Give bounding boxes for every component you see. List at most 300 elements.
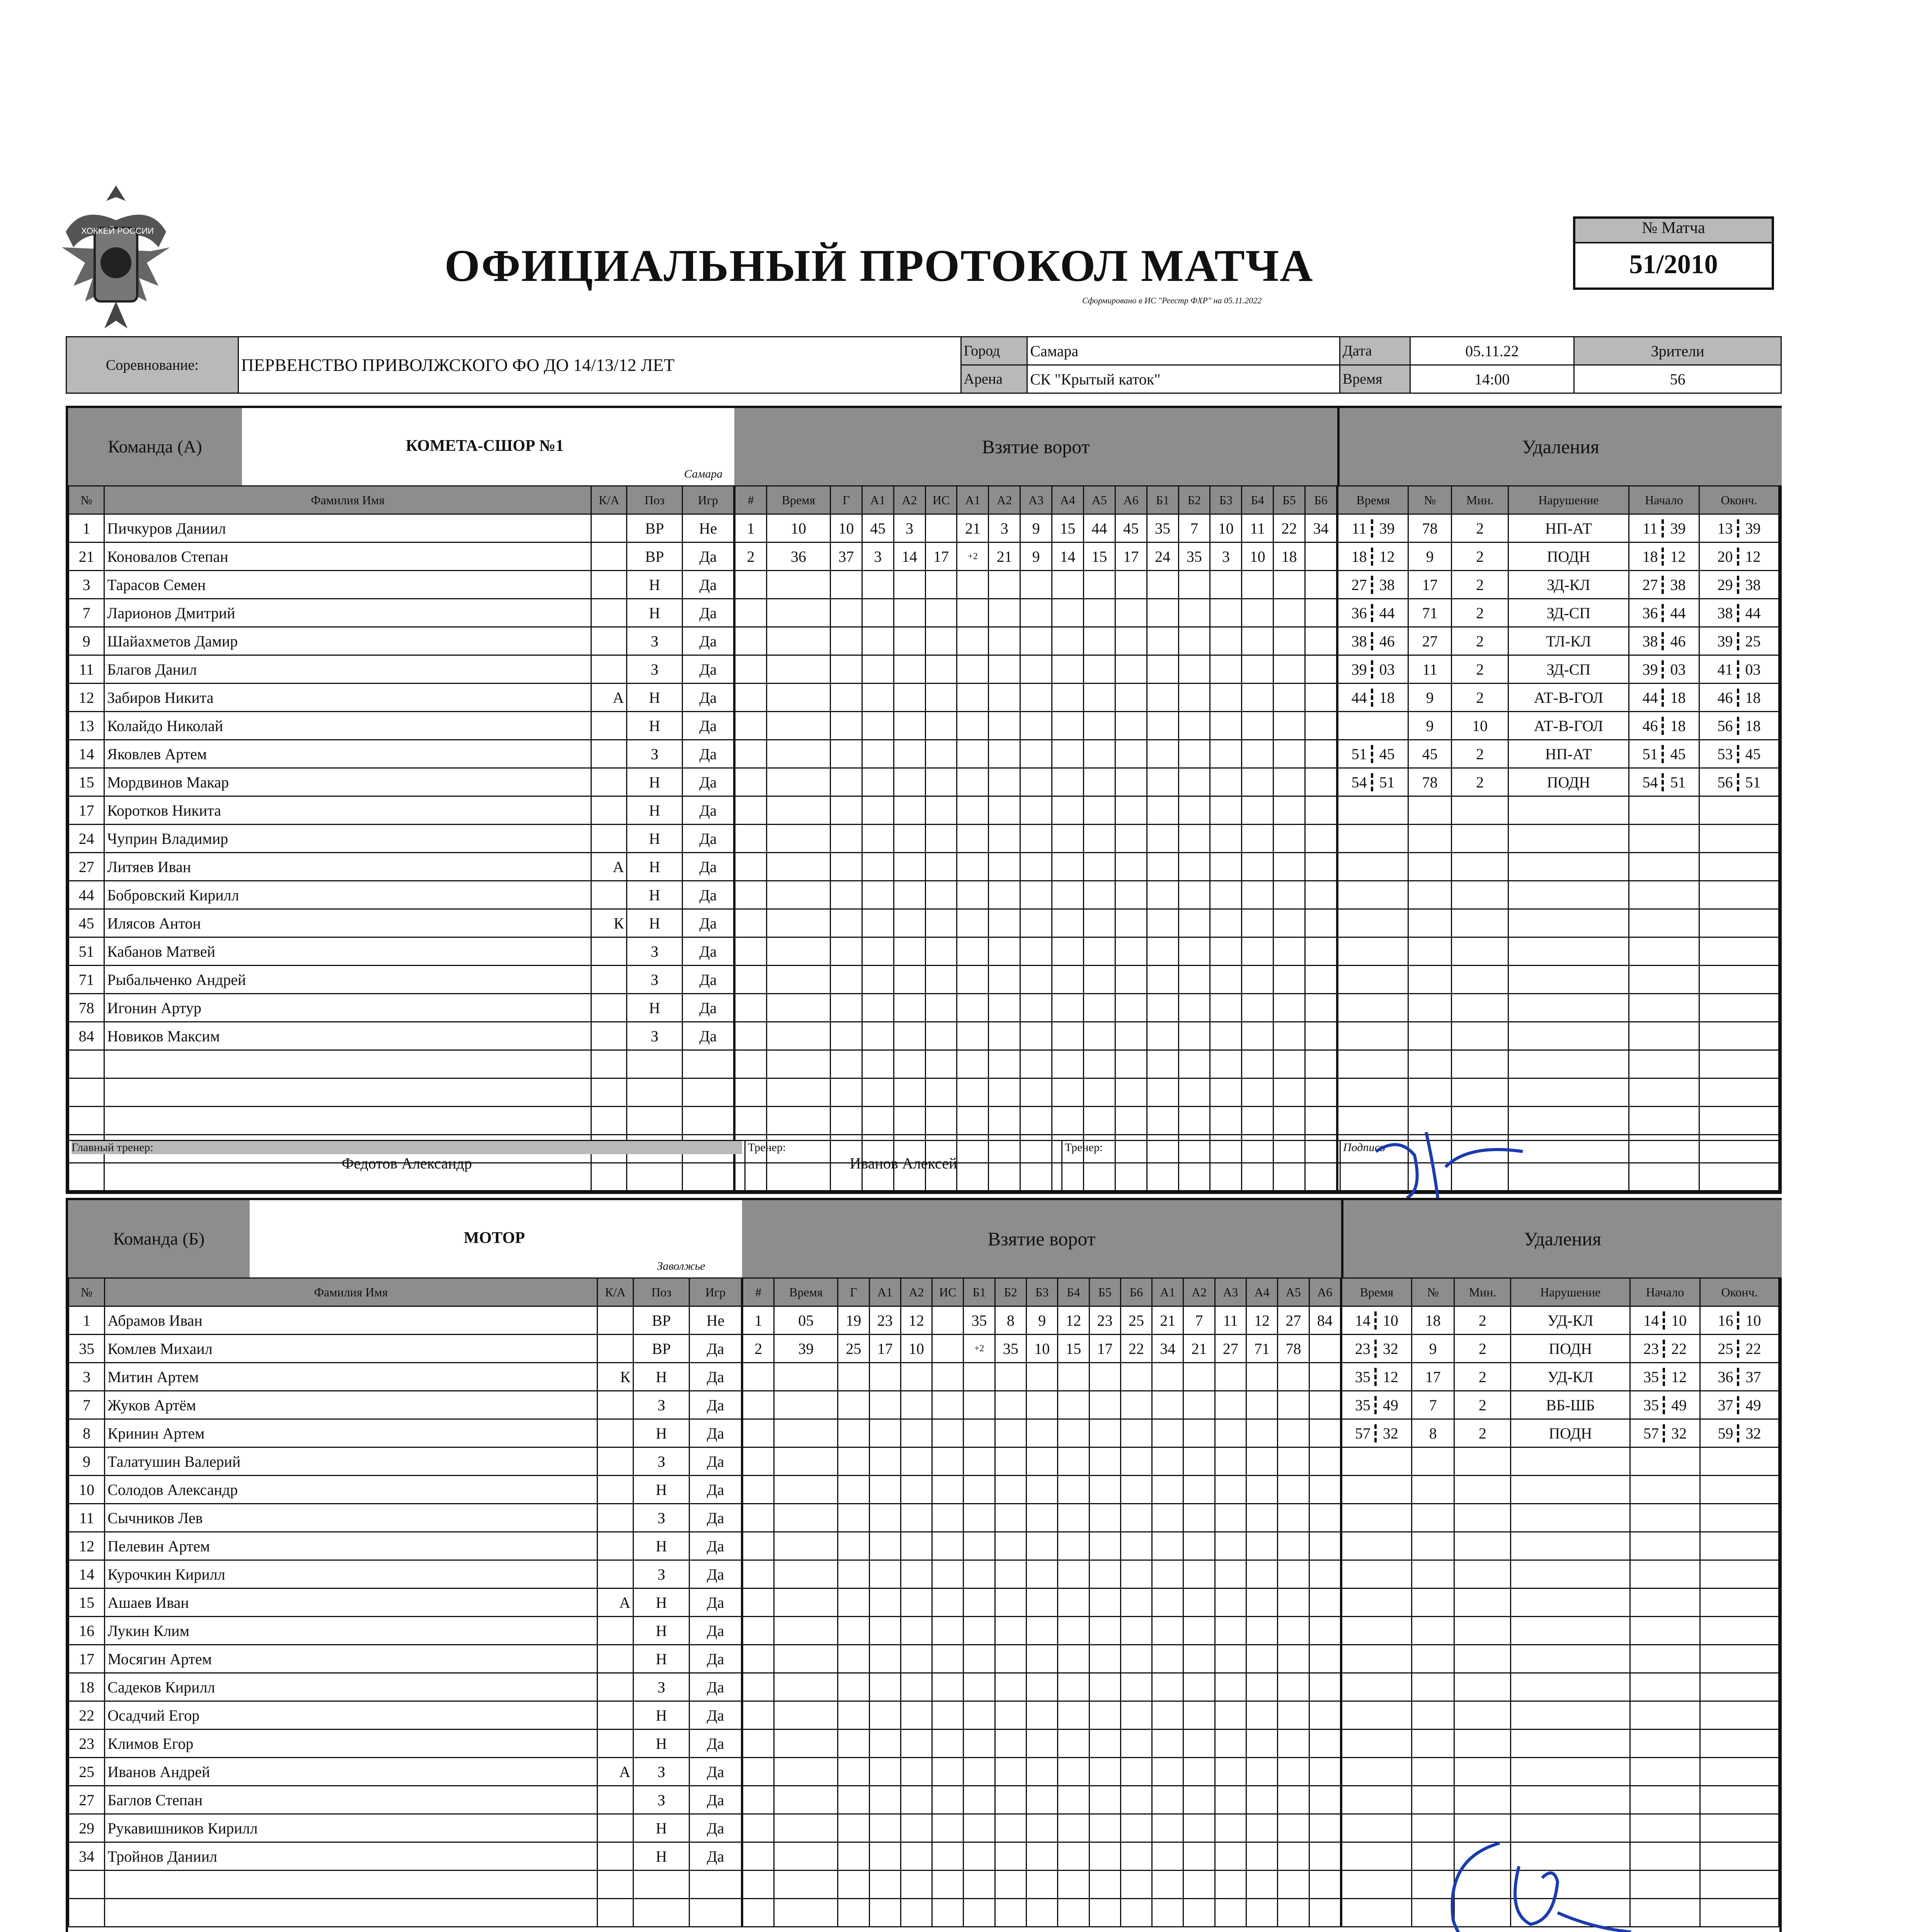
penalty-start	[1629, 599, 1699, 627]
empty-cell	[838, 1588, 869, 1617]
goal-col-header: Б5	[1089, 1278, 1120, 1306]
empty-cell	[1089, 1701, 1120, 1730]
penalty-end	[1700, 1701, 1779, 1730]
penalty-value: 27	[1348, 576, 1373, 594]
goal-row	[743, 1645, 1341, 1673]
goal-cell: 15	[1058, 1335, 1089, 1363]
empty-cell	[894, 684, 925, 712]
penalty-player	[1408, 825, 1452, 853]
penalty-time	[1342, 1899, 1412, 1927]
player-played: Да	[690, 1842, 742, 1871]
penalty-player	[1408, 712, 1452, 740]
empty-cell	[1058, 1645, 1089, 1673]
empty-cell	[894, 1022, 925, 1050]
player-number: 44	[69, 881, 104, 909]
empty-cell	[1278, 1476, 1309, 1504]
penalty-start	[1630, 1504, 1700, 1532]
penalty-player	[1411, 1419, 1454, 1447]
penalty-time	[1338, 627, 1408, 655]
empty-cell	[964, 1419, 995, 1447]
empty-cell	[1147, 994, 1178, 1022]
goal-row	[743, 1306, 1341, 1335]
empty-cell	[1020, 937, 1052, 966]
player-played: Да	[690, 1560, 742, 1588]
player-name: Тройнов Даниил	[105, 1842, 598, 1871]
empty-cell	[774, 1447, 838, 1476]
empty-cell	[1242, 627, 1273, 655]
empty-cell	[1246, 1476, 1277, 1504]
empty-cell	[964, 1673, 995, 1701]
penalty-value: 11	[1638, 519, 1664, 537]
empty-cell	[964, 1532, 995, 1560]
penalty-minutes	[1454, 1588, 1511, 1617]
penalty-violation	[1511, 1447, 1630, 1476]
goal-row	[743, 1701, 1341, 1730]
page-title: ОФИЦИАЛЬНЫЙ ПРОТОКОЛ МАТЧА	[444, 240, 1314, 291]
empty-cell	[1183, 1842, 1215, 1871]
empty-cell	[1089, 1617, 1120, 1645]
penalty-minutes	[1452, 655, 1508, 684]
empty-cell	[1305, 571, 1337, 599]
empty-cell	[1052, 1107, 1084, 1135]
player-role	[597, 1730, 633, 1758]
penalty-minutes	[1454, 1306, 1511, 1335]
penalty-start	[1630, 1391, 1700, 1419]
penalty-value: 9	[1426, 717, 1434, 735]
empty-cell	[1120, 1391, 1152, 1419]
empty-cell	[1215, 1645, 1246, 1673]
empty-cell	[743, 1504, 774, 1532]
player-position: Н	[627, 684, 682, 712]
penalty-start	[1630, 1730, 1700, 1758]
penalty-value: 03	[1379, 660, 1395, 678]
penalty-player	[1408, 1022, 1452, 1050]
empty-cell	[1020, 881, 1052, 909]
penalty-violation	[1508, 966, 1629, 994]
player-role	[591, 825, 627, 853]
penalty-violation	[1511, 1504, 1630, 1532]
penalty-start	[1629, 768, 1699, 796]
penalty-row	[1342, 1419, 1779, 1447]
empty-cell	[830, 712, 862, 740]
goal-cell: 25	[838, 1335, 869, 1363]
empty-cell	[766, 684, 830, 712]
penalty-row	[1338, 627, 1779, 655]
empty-cell	[1178, 1078, 1210, 1107]
penalty-start	[1629, 1050, 1699, 1078]
player-played: Да	[682, 909, 734, 937]
penalty-start	[1630, 1645, 1700, 1673]
goal-cell: 17	[1089, 1335, 1120, 1363]
penalty-minutes	[1454, 1335, 1511, 1363]
player-position: Н	[627, 768, 682, 796]
empty-cell	[894, 1078, 925, 1107]
empty-cell	[838, 1419, 869, 1447]
empty-cell	[1115, 684, 1147, 712]
player-position: З	[627, 627, 682, 655]
penalty-violation	[1508, 994, 1629, 1022]
penalty-value: ВБ-ШБ	[1546, 1396, 1595, 1414]
penalty-violation	[1511, 1306, 1630, 1335]
player-played: Да	[682, 994, 734, 1022]
penalty-player	[1411, 1786, 1454, 1814]
empty-cell	[830, 1022, 862, 1050]
player-position: Н	[633, 1532, 690, 1560]
empty-cell	[1152, 1532, 1183, 1560]
player-name: Мосягин Артем	[105, 1645, 598, 1673]
empty-cell	[964, 1871, 995, 1899]
penalty-value: 44	[1348, 689, 1373, 707]
player-played: Да	[682, 543, 734, 571]
empty-cell	[743, 1363, 774, 1391]
player-name: Талатушин Валерий	[105, 1447, 598, 1476]
empty-cell	[743, 1560, 774, 1588]
empty-cell	[1246, 1899, 1277, 1927]
empty-cell	[1210, 571, 1242, 599]
player-role	[591, 627, 627, 655]
empty-cell	[1278, 1814, 1309, 1842]
empty-cell	[838, 1871, 869, 1899]
penalty-time	[1342, 1306, 1412, 1335]
player-played: Да	[690, 1645, 742, 1673]
empty-cell	[838, 1701, 869, 1730]
empty-cell	[989, 768, 1020, 796]
player-played: Да	[690, 1391, 742, 1419]
player-role	[597, 1673, 633, 1701]
goal-col-header: Б2	[995, 1278, 1026, 1306]
goal-col-header: Г	[830, 486, 862, 514]
empty-cell	[1147, 1107, 1178, 1135]
penalty-row	[1342, 1335, 1779, 1363]
empty-cell	[1058, 1419, 1089, 1447]
empty-cell	[1052, 655, 1084, 684]
penalty-violation	[1508, 514, 1629, 543]
empty-cell	[682, 1107, 734, 1135]
empty-cell	[1083, 966, 1115, 994]
empty-cell	[1309, 1645, 1341, 1673]
empty-cell	[1058, 1447, 1089, 1476]
empty-cell	[1305, 1107, 1337, 1135]
empty-cell	[901, 1814, 932, 1842]
penalty-value: 25	[1714, 1340, 1739, 1358]
empty-cell	[735, 796, 767, 825]
penalty-row	[1338, 684, 1779, 712]
goal-cell: 27	[1278, 1306, 1309, 1335]
empty-cell	[1178, 909, 1210, 937]
empty-cell	[869, 1645, 901, 1673]
empty-cell	[869, 1673, 901, 1701]
penalty-row	[1338, 1050, 1779, 1078]
empty-cell	[1120, 1560, 1152, 1588]
penalty-row	[1338, 966, 1779, 994]
team-a-coach: Федотов Александр	[341, 1155, 472, 1172]
goal-cell: +2	[957, 543, 989, 571]
goal-row	[743, 1730, 1341, 1758]
penalty-value: 7	[1429, 1396, 1437, 1414]
empty-cell	[1309, 1786, 1341, 1814]
goal-col-header: А5	[1278, 1278, 1309, 1306]
empty-cell	[1058, 1871, 1089, 1899]
penalty-value: 51	[1348, 745, 1373, 763]
empty-cell	[1120, 1588, 1152, 1617]
penalty-minutes	[1452, 543, 1508, 571]
empty-cell	[1305, 994, 1337, 1022]
empty-cell	[957, 768, 989, 796]
player-role	[591, 796, 627, 825]
empty-cell	[69, 1107, 104, 1135]
empty-cell	[894, 740, 925, 768]
penalty-value: 57	[1639, 1424, 1665, 1442]
empty-cell	[1273, 1078, 1305, 1107]
empty-cell	[862, 1022, 894, 1050]
player-name: Осадчий Егор	[105, 1701, 598, 1730]
player-col-header: Игр	[682, 486, 734, 514]
penalty-violation	[1508, 1078, 1629, 1107]
goal-cell: 7	[1178, 514, 1210, 543]
player-row	[69, 655, 734, 684]
goal-cell: 34	[1305, 514, 1337, 543]
penalty-col-header: Мин.	[1454, 1278, 1511, 1306]
goal-cell: 10	[830, 514, 862, 543]
penalty-player	[1411, 1391, 1454, 1419]
penalty-end	[1700, 1758, 1779, 1786]
penalty-end	[1699, 1022, 1779, 1050]
penalty-value: 18	[1745, 689, 1761, 706]
penalty-row	[1338, 1078, 1779, 1107]
empty-cell	[989, 1078, 1020, 1107]
penalty-player	[1411, 1532, 1454, 1560]
empty-cell	[1242, 684, 1273, 712]
empty-cell	[1178, 796, 1210, 825]
penalty-violation	[1508, 740, 1629, 768]
goal-cell: 9	[1026, 1306, 1057, 1335]
penalty-value: АТ-В-ГОЛ	[1534, 689, 1604, 706]
goal-cell: 19	[838, 1306, 869, 1335]
empty-cell	[774, 1617, 838, 1645]
empty-cell	[743, 1730, 774, 1758]
penalty-value: 2	[1476, 548, 1484, 565]
penalty-time	[1338, 825, 1408, 853]
penalty-col-header: №	[1408, 486, 1452, 514]
empty-cell	[1178, 684, 1210, 712]
empty-cell	[1246, 1871, 1277, 1899]
penalty-value: 2	[1478, 1368, 1486, 1386]
player-position: З	[633, 1673, 690, 1701]
player-name: Митин Артем	[105, 1363, 598, 1391]
empty-cell	[1246, 1363, 1277, 1391]
team-a-signature	[1368, 1121, 1531, 1206]
player-name: Пелевин Артем	[105, 1532, 598, 1560]
empty-cell	[1052, 909, 1084, 937]
empty-cell	[932, 1588, 964, 1617]
player-played: Да	[682, 740, 734, 768]
empty-cell	[766, 599, 830, 627]
empty-cell	[1052, 966, 1084, 994]
player-position: ВР	[627, 543, 682, 571]
goal-cell: 21	[1152, 1306, 1183, 1335]
player-row	[69, 1701, 742, 1730]
goal-cell: 15	[1052, 514, 1084, 543]
player-position: Н	[633, 1701, 690, 1730]
empty-cell	[1120, 1419, 1152, 1447]
empty-cell	[1305, 937, 1337, 966]
empty-cell	[1152, 1476, 1183, 1504]
goal-cell: 27	[1215, 1335, 1246, 1363]
goal-row	[735, 909, 1337, 937]
empty-cell	[743, 1617, 774, 1645]
empty-cell	[925, 514, 957, 543]
empty-cell	[901, 1730, 932, 1758]
empty-cell	[1305, 1078, 1337, 1107]
empty-cell	[682, 1078, 734, 1107]
empty-cell	[1052, 1078, 1084, 1107]
team-b-penalties-header: Удаления	[1341, 1200, 1782, 1277]
empty-cell	[989, 966, 1020, 994]
spectators-value: 56	[1574, 365, 1781, 393]
penalty-start	[1630, 1476, 1700, 1504]
empty-cell	[1083, 994, 1115, 1022]
empty-cell	[869, 1447, 901, 1476]
player-role	[597, 1335, 633, 1363]
empty-cell	[1246, 1730, 1277, 1758]
empty-cell	[743, 1871, 774, 1899]
goal-row	[743, 1758, 1341, 1786]
empty-cell	[901, 1476, 932, 1504]
empty-cell	[932, 1871, 964, 1899]
player-row	[69, 994, 734, 1022]
empty-cell	[989, 994, 1020, 1022]
penalty-value: 27	[1422, 632, 1438, 650]
empty-cell	[964, 1842, 995, 1871]
penalty-player	[1408, 994, 1452, 1022]
empty-cell	[1152, 1391, 1183, 1419]
empty-cell	[1210, 1107, 1242, 1135]
penalty-value: 54	[1638, 773, 1664, 791]
logo	[58, 170, 174, 340]
player-played: Да	[682, 1022, 734, 1050]
match-number: 51/2010	[1629, 250, 1718, 279]
empty-cell	[838, 1363, 869, 1391]
goal-cell: 14	[1052, 543, 1084, 571]
empty-cell	[1242, 599, 1273, 627]
empty-cell	[869, 1560, 901, 1588]
empty-cell	[1215, 1419, 1246, 1447]
empty-cell	[957, 712, 989, 740]
penalty-minutes	[1452, 712, 1508, 740]
player-position: Н	[627, 909, 682, 937]
empty-cell	[932, 1363, 964, 1391]
empty-cell	[1115, 825, 1147, 853]
empty-cell	[830, 768, 862, 796]
empty-cell	[735, 853, 767, 881]
empty-cell	[766, 825, 830, 853]
penalty-violation	[1508, 655, 1629, 684]
empty-cell	[1278, 1391, 1309, 1419]
empty-cell	[1305, 1022, 1337, 1050]
empty-cell	[989, 599, 1020, 627]
empty-cell	[1058, 1363, 1089, 1391]
penalty-value: 49	[1671, 1396, 1687, 1414]
empty-cell	[901, 1504, 932, 1532]
empty-cell	[964, 1899, 995, 1927]
empty-cell	[743, 1447, 774, 1476]
empty-cell	[1246, 1673, 1277, 1701]
empty-cell	[1020, 966, 1052, 994]
empty-cell	[1242, 1022, 1273, 1050]
empty-cell	[901, 1447, 932, 1476]
empty-cell	[869, 1363, 901, 1391]
player-role	[597, 1701, 633, 1730]
penalty-player	[1411, 1617, 1454, 1645]
player-position: З	[627, 937, 682, 966]
empty-cell	[1020, 599, 1052, 627]
empty-cell	[1278, 1786, 1309, 1814]
player-name: Илясов Антон	[104, 909, 591, 937]
player-role: А	[591, 684, 627, 712]
player-name: Кринин Артем	[105, 1419, 598, 1447]
empty-cell	[1152, 1758, 1183, 1786]
player-number: 34	[69, 1842, 105, 1871]
empty-cell	[901, 1871, 932, 1899]
empty-cell	[830, 937, 862, 966]
penalty-player	[1411, 1588, 1454, 1617]
empty-cell	[774, 1588, 838, 1617]
empty-cell	[1215, 1532, 1246, 1560]
goal-col-header: А5	[1083, 486, 1115, 514]
penalty-player	[1408, 655, 1452, 684]
empty-cell	[1242, 825, 1273, 853]
goal-col-header: Б3	[1026, 1278, 1057, 1306]
empty-cell	[1052, 796, 1084, 825]
penalty-row	[1342, 1588, 1779, 1617]
empty-cell	[964, 1645, 995, 1673]
penalty-minutes	[1452, 740, 1508, 768]
penalty-end	[1699, 684, 1779, 712]
empty-cell	[925, 853, 957, 881]
penalty-player	[1408, 853, 1452, 881]
player-position: ВР	[633, 1335, 690, 1363]
player-name: Колайдо Николай	[104, 712, 591, 740]
empty-cell	[1147, 655, 1178, 684]
empty-cell	[591, 1050, 627, 1078]
empty-cell	[1309, 1335, 1341, 1363]
empty-cell	[1089, 1419, 1120, 1447]
player-row	[69, 1419, 742, 1447]
penalty-player	[1411, 1701, 1454, 1730]
empty-cell	[1058, 1673, 1089, 1701]
penalty-violation	[1508, 543, 1629, 571]
goal-row	[735, 994, 1337, 1022]
empty-cell	[1147, 1078, 1178, 1107]
penalty-minutes	[1452, 909, 1508, 937]
empty-cell	[932, 1842, 964, 1871]
empty-cell	[862, 1050, 894, 1078]
empty-cell	[735, 994, 767, 1022]
goal-cell: 36	[766, 543, 830, 571]
empty-cell	[1052, 712, 1084, 740]
empty-cell	[1020, 655, 1052, 684]
penalty-player	[1408, 543, 1452, 571]
empty-cell	[964, 1363, 995, 1391]
goal-row	[743, 1786, 1341, 1814]
goal-cell: 17	[869, 1335, 901, 1363]
empty-cell	[735, 966, 767, 994]
empty-cell	[1305, 655, 1337, 684]
penalty-value: 39	[1348, 660, 1373, 679]
goal-cell: 35	[964, 1306, 995, 1335]
empty-cell	[1178, 599, 1210, 627]
team-a-goals-table	[734, 485, 1337, 1192]
